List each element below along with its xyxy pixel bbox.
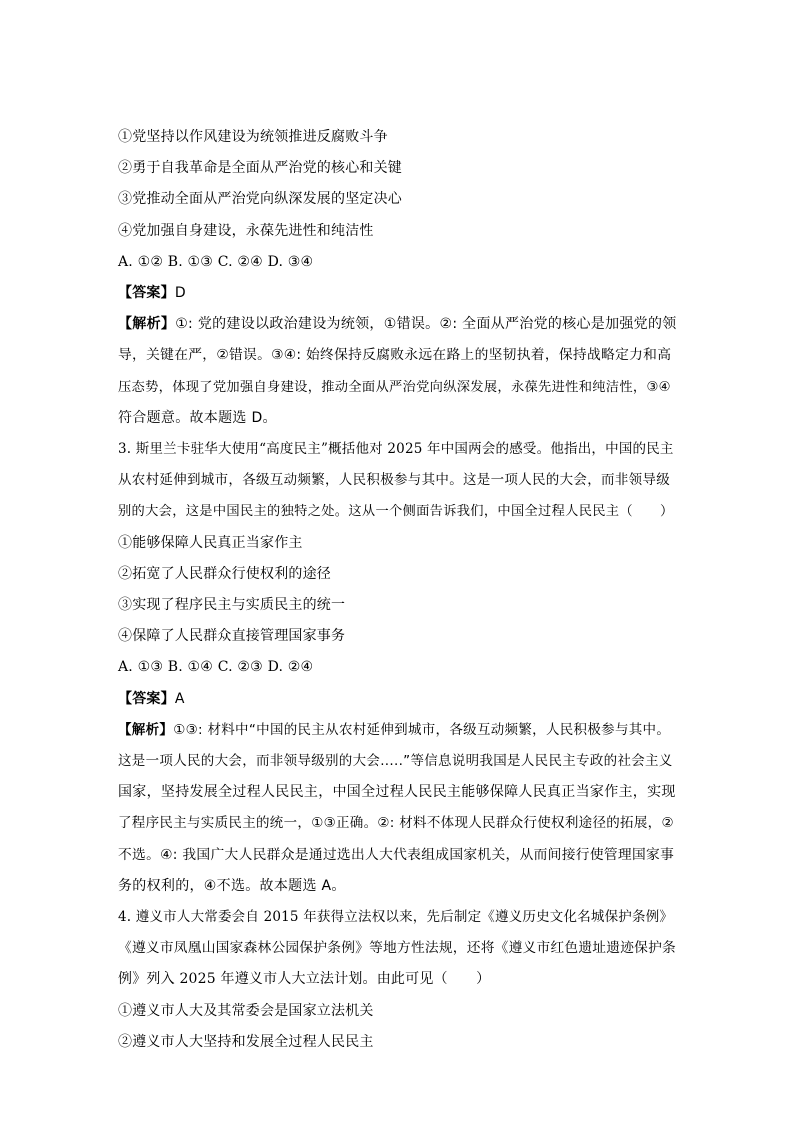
q4-option-2: ②遵义市人大坚持和发展全过程人民民主 — [118, 1033, 374, 1050]
analysis-tag: 【解析】 — [118, 316, 176, 333]
q3-analysis-line-2: 这是一项人民的大会，而非领导级别的大会.....”等信息说明我国是人民民主专政的社会主义 — [118, 753, 673, 770]
analysis-text: ①: 党的建设以政治建设为统领，①错误。②: 全面从严治党的核心是加强党的领 — [175, 316, 677, 333]
q2-option-2: ②勇于自我革命是全面从严治党的核心和关键 — [118, 160, 402, 177]
q3-analysis-line-5: 不选。④: 我国广大人民群众是通过选出人大代表组成国家机关，从而间接行使管理国家事 — [118, 846, 675, 863]
analysis-tag: 【解析】 — [118, 721, 174, 738]
answer-tag: 【答案】 — [118, 285, 175, 302]
q4-stem-line-3: 例》列入 2025 年遵义市人大立法计划。由此可见（ ） — [118, 971, 491, 988]
q4-stem-line-1: 4. 遵义市人大常委会自 2015 年获得立法权以来，先后制定《遵义历史文化名城保护条例》 — [118, 909, 674, 926]
q3-option-1: ①能够保障人民真正当家作主 — [118, 534, 303, 551]
q3-option-3: ③实现了程序民主与实质民主的统一 — [118, 597, 346, 614]
answer-value: A — [174, 690, 185, 707]
q2-analysis-line-2: 导，关键在严，②错误。③④: 始终保持反腐败永远在路上的坚韧执着，保持战略定力和高 — [118, 347, 672, 364]
q2-option-1: ①党坚持以作风建设为统领推进反腐败斗争 — [118, 129, 388, 145]
answer-value: D — [174, 285, 186, 302]
q4-stem-line-2: 《遵义市凤凰山国家森林公园保护条例》等地方性法规，还将《遵义市红色遗址遗迹保护条 — [118, 940, 677, 957]
q2-choices: A. ①② B. ①③ C. ②④ D. ③④ — [118, 253, 314, 270]
q3-analysis-line-6: 务的权利的，④不选。故本题选 A。 — [118, 877, 346, 894]
q2-analysis-line-3: 压态势，体现了党加强自身建设，推动全面从严治党向纵深发展，永葆先进性和纯洁性，③④ — [118, 379, 671, 395]
q3-option-2: ②拓宽了人民群众行使权利的途径 — [118, 565, 331, 582]
q3-analysis-line-3: 国家，坚持发展全过程人民民主，中国全过程人民民主能够保障人民真正当家作主，实现 — [118, 784, 676, 801]
q2-option-3: ③党推动全面从严治党向纵深发展的坚定决心 — [118, 191, 402, 208]
q3-stem-line-3: 别的大会，这是中国民主的独特之处。这从一个侧面告诉我们，中国全过程人民民主（ ） — [118, 504, 674, 520]
q2-analysis-line-4: 符合题意。故本题选 D。 — [118, 409, 277, 426]
q3-stem-line-2: 从农村延伸到城市，各级互动频繁，人民积极参与其中。这是一项人民的大会，而非领导级 — [118, 472, 670, 489]
q2-option-4: ④党加强自身建设，永葆先进性和纯洁性 — [118, 222, 374, 239]
q4-option-1: ①遵义市人大及其常委会是国家立法机关 — [118, 1002, 374, 1019]
document-page — [118, 122, 678, 1058]
q2-answer — [118, 278, 678, 309]
q3-analysis-line-4: 了程序民主与实质民主的统一，①③正确。②: 材料不体现人民群众行使权利途径的拓展，② — [118, 815, 674, 832]
q3-choices: A. ①③ B. ①④ C. ②③ D. ②④ — [118, 659, 314, 676]
answer-tag: 【答案】 — [118, 690, 175, 707]
q3-stem-line-1: 3. 斯里兰卡驻华大使用“高度民主”概括他对 2025 年中国两会的感受。他指出，中国的民主 — [118, 441, 674, 458]
q2-analysis-line-1 — [118, 309, 678, 340]
q3-analysis-line-1 — [118, 715, 678, 746]
q3-answer — [118, 684, 678, 715]
analysis-text: ①③: 材料中“中国的民主从农村延伸到城市，各级互动频繁，人民积极参与其中。 — [173, 721, 671, 738]
q3-option-4: ④保障了人民群众直接管理国家事务 — [118, 628, 346, 645]
